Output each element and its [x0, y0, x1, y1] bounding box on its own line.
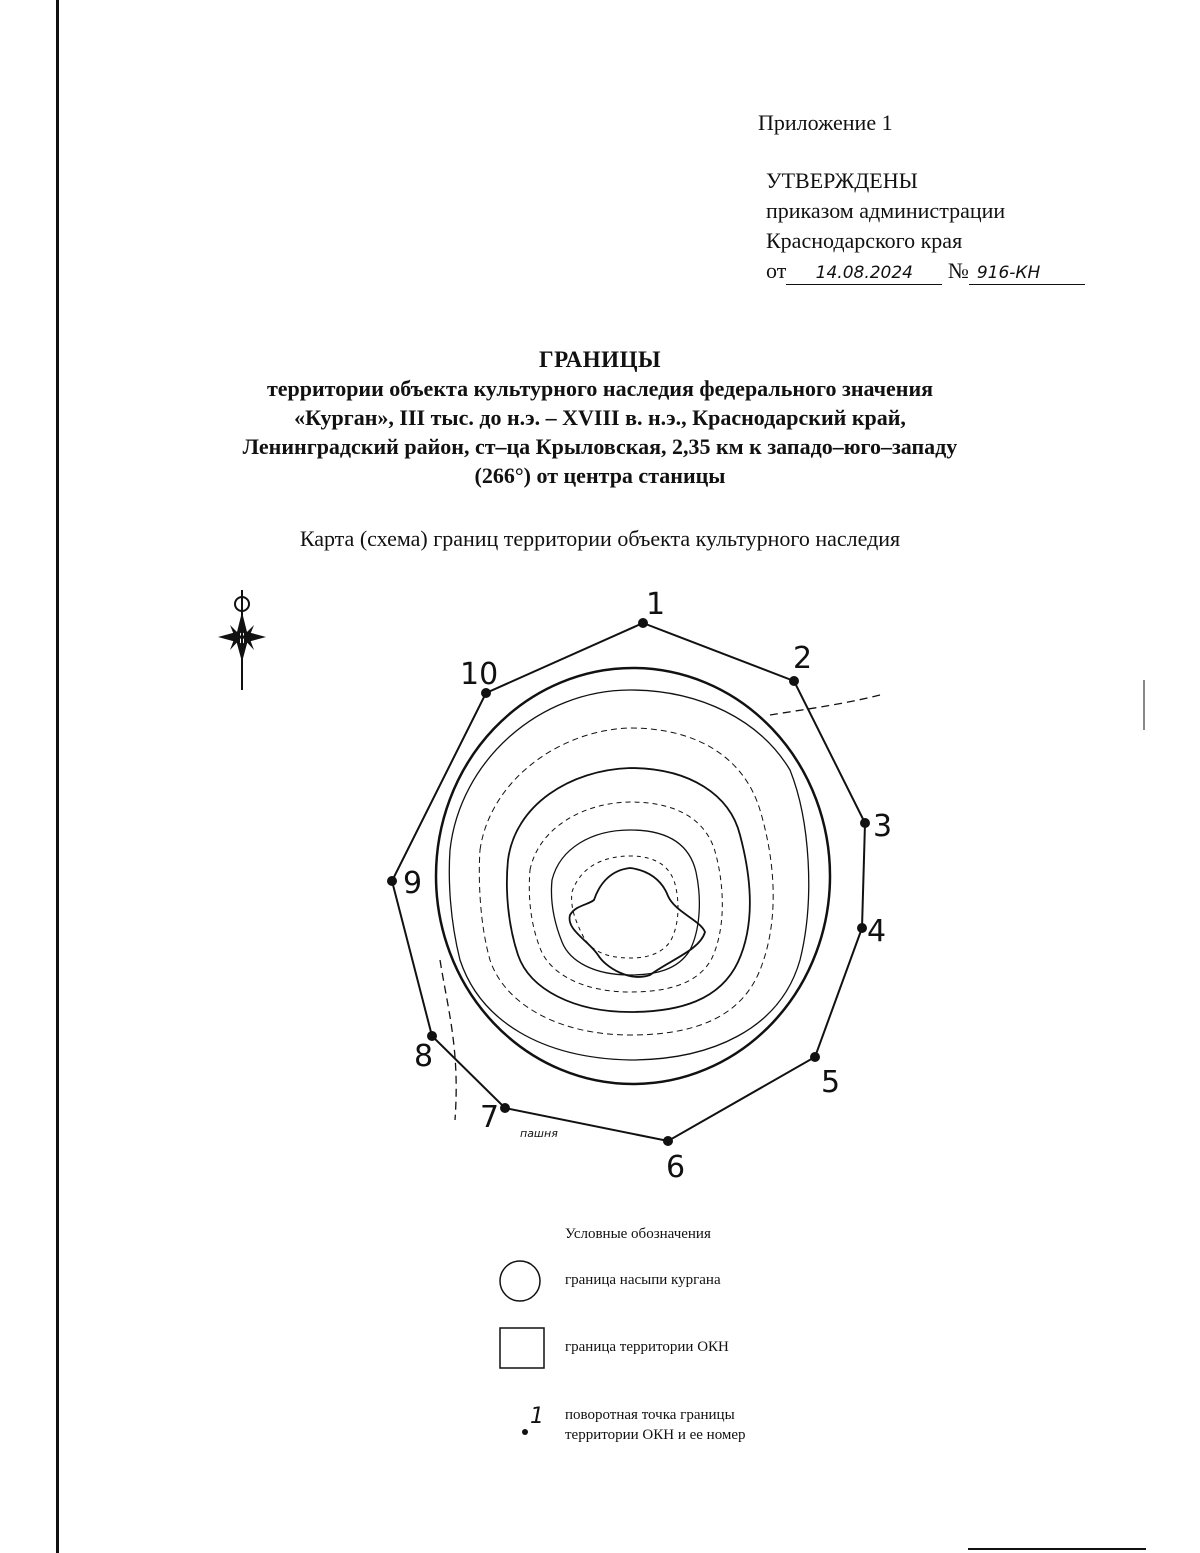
appendix-label: Приложение 1 — [758, 110, 893, 135]
legend-mound-swatch — [500, 1261, 540, 1301]
point-label-10: 10 — [460, 657, 499, 692]
turning-point-3 — [860, 818, 870, 828]
point-label-9: 9 — [403, 866, 423, 901]
point-label-6: 6 — [666, 1150, 686, 1185]
point-label-5: 5 — [821, 1065, 841, 1100]
north-arrow-icon — [218, 590, 266, 690]
legend-mound-label: граница насыпи кургана — [565, 1272, 721, 1288]
contour-line-5 — [551, 830, 699, 975]
by-order-label: приказом администрации — [766, 198, 1006, 223]
legend-okn-label: граница территории ОКН — [565, 1339, 729, 1355]
turning-point-9 — [387, 876, 397, 886]
point-label-2: 2 — [793, 641, 813, 676]
field-label: пашня — [520, 1127, 558, 1140]
date-prefix: от — [766, 258, 787, 283]
point-label-8: 8 — [414, 1039, 434, 1074]
turning-point-2 — [789, 676, 799, 686]
turning-point-4 — [857, 923, 867, 933]
turning-point-7 — [500, 1103, 510, 1113]
title-line-1: территории объекта культурного наследия федерального значения — [266, 376, 934, 401]
order-date: 14.08.2024 — [786, 262, 942, 285]
title-line-4: (266°) от центра станицы — [474, 463, 726, 488]
title-main: ГРАНИЦЫ — [538, 347, 662, 372]
turning-point-5 — [810, 1052, 820, 1062]
mound-boundary — [436, 668, 830, 1084]
number-prefix: № — [947, 258, 969, 283]
turning-point-6 — [663, 1136, 673, 1146]
legend-point-line-2: территории ОКН и ее номер — [565, 1427, 746, 1443]
approved-label: УТВЕРЖДЕНЫ — [766, 168, 918, 193]
point-label-4: 4 — [867, 914, 887, 949]
region-label: Краснодарского края — [766, 228, 963, 253]
legend-point-swatch — [522, 1429, 528, 1435]
contour-line-outer-1 — [449, 690, 808, 1060]
okn-territory-boundary — [392, 623, 865, 1141]
road-left-dashed — [440, 960, 456, 1120]
contour-line-2 — [479, 728, 773, 1035]
point-label-3: 3 — [873, 809, 893, 844]
map-caption: Карта (схема) границ территории объекта культурного наследия — [299, 526, 901, 551]
point-label-1: 1 — [646, 587, 666, 622]
legend-point-line-1: поворотная точка границы — [565, 1407, 735, 1423]
contour-line-top — [570, 868, 705, 977]
title-line-2: «Курган», III тыс. до н.э. – XVIII в. н.э., Краснодарский край, — [294, 405, 906, 430]
legend-title: Условные обозначения — [565, 1226, 711, 1242]
order-number: 916-КН — [969, 262, 1085, 285]
turning-point-labels — [403, 587, 892, 1185]
point-label-7: 7 — [480, 1100, 500, 1135]
legend-okn-swatch — [500, 1328, 544, 1368]
field-road-dashed — [770, 695, 880, 715]
legend-point-number: 1 — [530, 1404, 544, 1429]
legend-point-label — [565, 1405, 746, 1445]
title-line-3: Ленинградский район, ст–ца Крыловская, 2,35 км к западо–юго–западу — [242, 434, 958, 459]
